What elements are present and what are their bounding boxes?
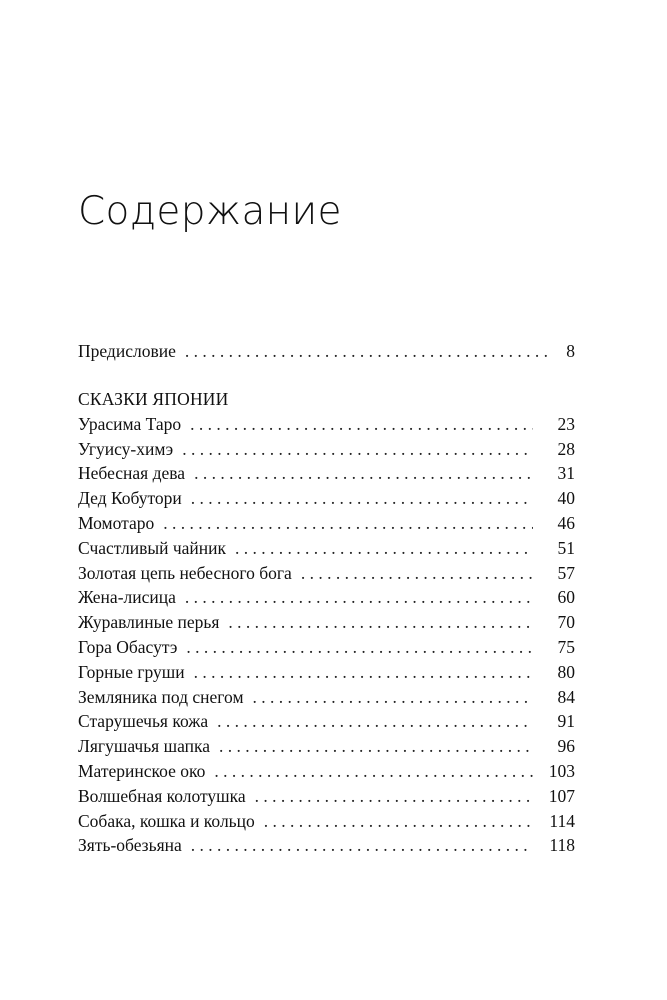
dot-leader (191, 486, 533, 511)
toc-entry[interactable] (78, 486, 575, 511)
toc-entry-page: 91 (557, 711, 575, 732)
dot-leader (264, 809, 533, 834)
toc-entry[interactable] (78, 759, 575, 784)
dot-leader (194, 461, 533, 486)
toc-entry-title: Горные груши (78, 661, 185, 682)
toc-entry[interactable] (78, 437, 575, 462)
toc-entry-title: Жена-лисица (78, 587, 176, 608)
toc-entry-page: 60 (557, 587, 575, 608)
toc-list (78, 412, 575, 858)
toc-entry[interactable] (78, 610, 575, 635)
toc-entry[interactable] (78, 585, 575, 610)
toc-entry-page: 31 (557, 463, 575, 484)
toc-entry-preface[interactable] (78, 339, 575, 364)
toc-entry-title: Угуису-химэ (78, 438, 174, 459)
toc-entry-title: Собака, кошка и кольцо (78, 810, 255, 831)
toc-entry-page: 57 (557, 562, 575, 583)
toc-entry[interactable] (78, 511, 575, 536)
toc-entry-page: 28 (557, 438, 575, 459)
toc-entry[interactable] (78, 412, 575, 437)
dot-leader (255, 784, 533, 809)
toc-entry[interactable] (78, 660, 575, 685)
dot-leader (228, 610, 533, 635)
dot-leader (190, 412, 533, 437)
dot-leader (182, 437, 533, 462)
toc-entry-title: Лягушачья шапка (78, 736, 210, 757)
toc-entry-title: Волшебная колотушка (78, 785, 246, 806)
toc-entry-title: Зять-обезьяна (78, 835, 182, 856)
toc-entry-page: 84 (557, 686, 575, 707)
toc-entry-title: Земляника под снегом (78, 686, 244, 707)
toc-entry-page: 51 (557, 537, 575, 558)
toc-entry[interactable] (78, 536, 575, 561)
toc-entry-page: 80 (557, 661, 575, 682)
dot-leader (185, 339, 553, 364)
dot-leader (163, 511, 533, 536)
toc-entry-title: Момотаро (78, 512, 155, 533)
toc-entry[interactable] (78, 784, 575, 809)
toc-entry[interactable] (78, 709, 575, 734)
toc-entry-page: 8 (566, 341, 575, 361)
section-heading: СКАЗКИ ЯПОНИИ (78, 389, 229, 409)
toc-entry[interactable] (78, 685, 575, 710)
dot-leader (219, 734, 533, 759)
dot-leader (194, 660, 533, 685)
dot-leader (185, 585, 533, 610)
dot-leader (214, 759, 533, 784)
toc-entry-page: 23 (557, 413, 575, 434)
toc-entry-title: Журавлиные перья (78, 612, 220, 633)
toc-entry-page: 114 (549, 810, 575, 831)
toc-entry[interactable] (78, 833, 575, 858)
toc-entry[interactable] (78, 561, 575, 586)
toc-entry-page: 103 (548, 760, 575, 781)
toc-entry-page: 70 (557, 612, 575, 633)
toc-preface (78, 339, 575, 364)
toc-entry[interactable] (78, 461, 575, 486)
toc-entry-title: Старушечья кожа (78, 711, 209, 732)
dot-leader (186, 635, 533, 660)
dot-leader (217, 709, 533, 734)
toc-entry-page: 107 (548, 785, 575, 806)
toc-entry-page: 40 (557, 488, 575, 509)
toc-entry[interactable] (78, 635, 575, 660)
toc-entry-title: Счастливый чайник (78, 537, 227, 558)
toc-entry-title: Золотая цепь небесного бога (78, 562, 292, 583)
dot-leader (191, 833, 533, 858)
toc-entry-page: 75 (557, 636, 575, 657)
toc-entry-page: 96 (557, 736, 575, 757)
toc-entry-page: 118 (549, 835, 575, 856)
toc-section-tales-of-japan (78, 387, 575, 858)
toc-entry-title: Урасима Таро (78, 413, 182, 434)
toc-entry[interactable] (78, 734, 575, 759)
dot-leader (301, 561, 533, 586)
page-title: Содержание (78, 189, 342, 234)
toc-entry[interactable] (78, 809, 575, 834)
dot-leader (253, 685, 533, 710)
toc-entry-title: Гора Обасутэ (78, 636, 178, 657)
toc-entry-title: Материнское око (78, 760, 206, 781)
toc-entry-title: Предисловие (78, 341, 176, 361)
toc-entry-title: Небесная дева (78, 463, 186, 484)
toc-entry-page: 46 (557, 512, 575, 533)
toc-entry-title: Дед Кобутори (78, 488, 182, 509)
dot-leader (235, 536, 533, 561)
